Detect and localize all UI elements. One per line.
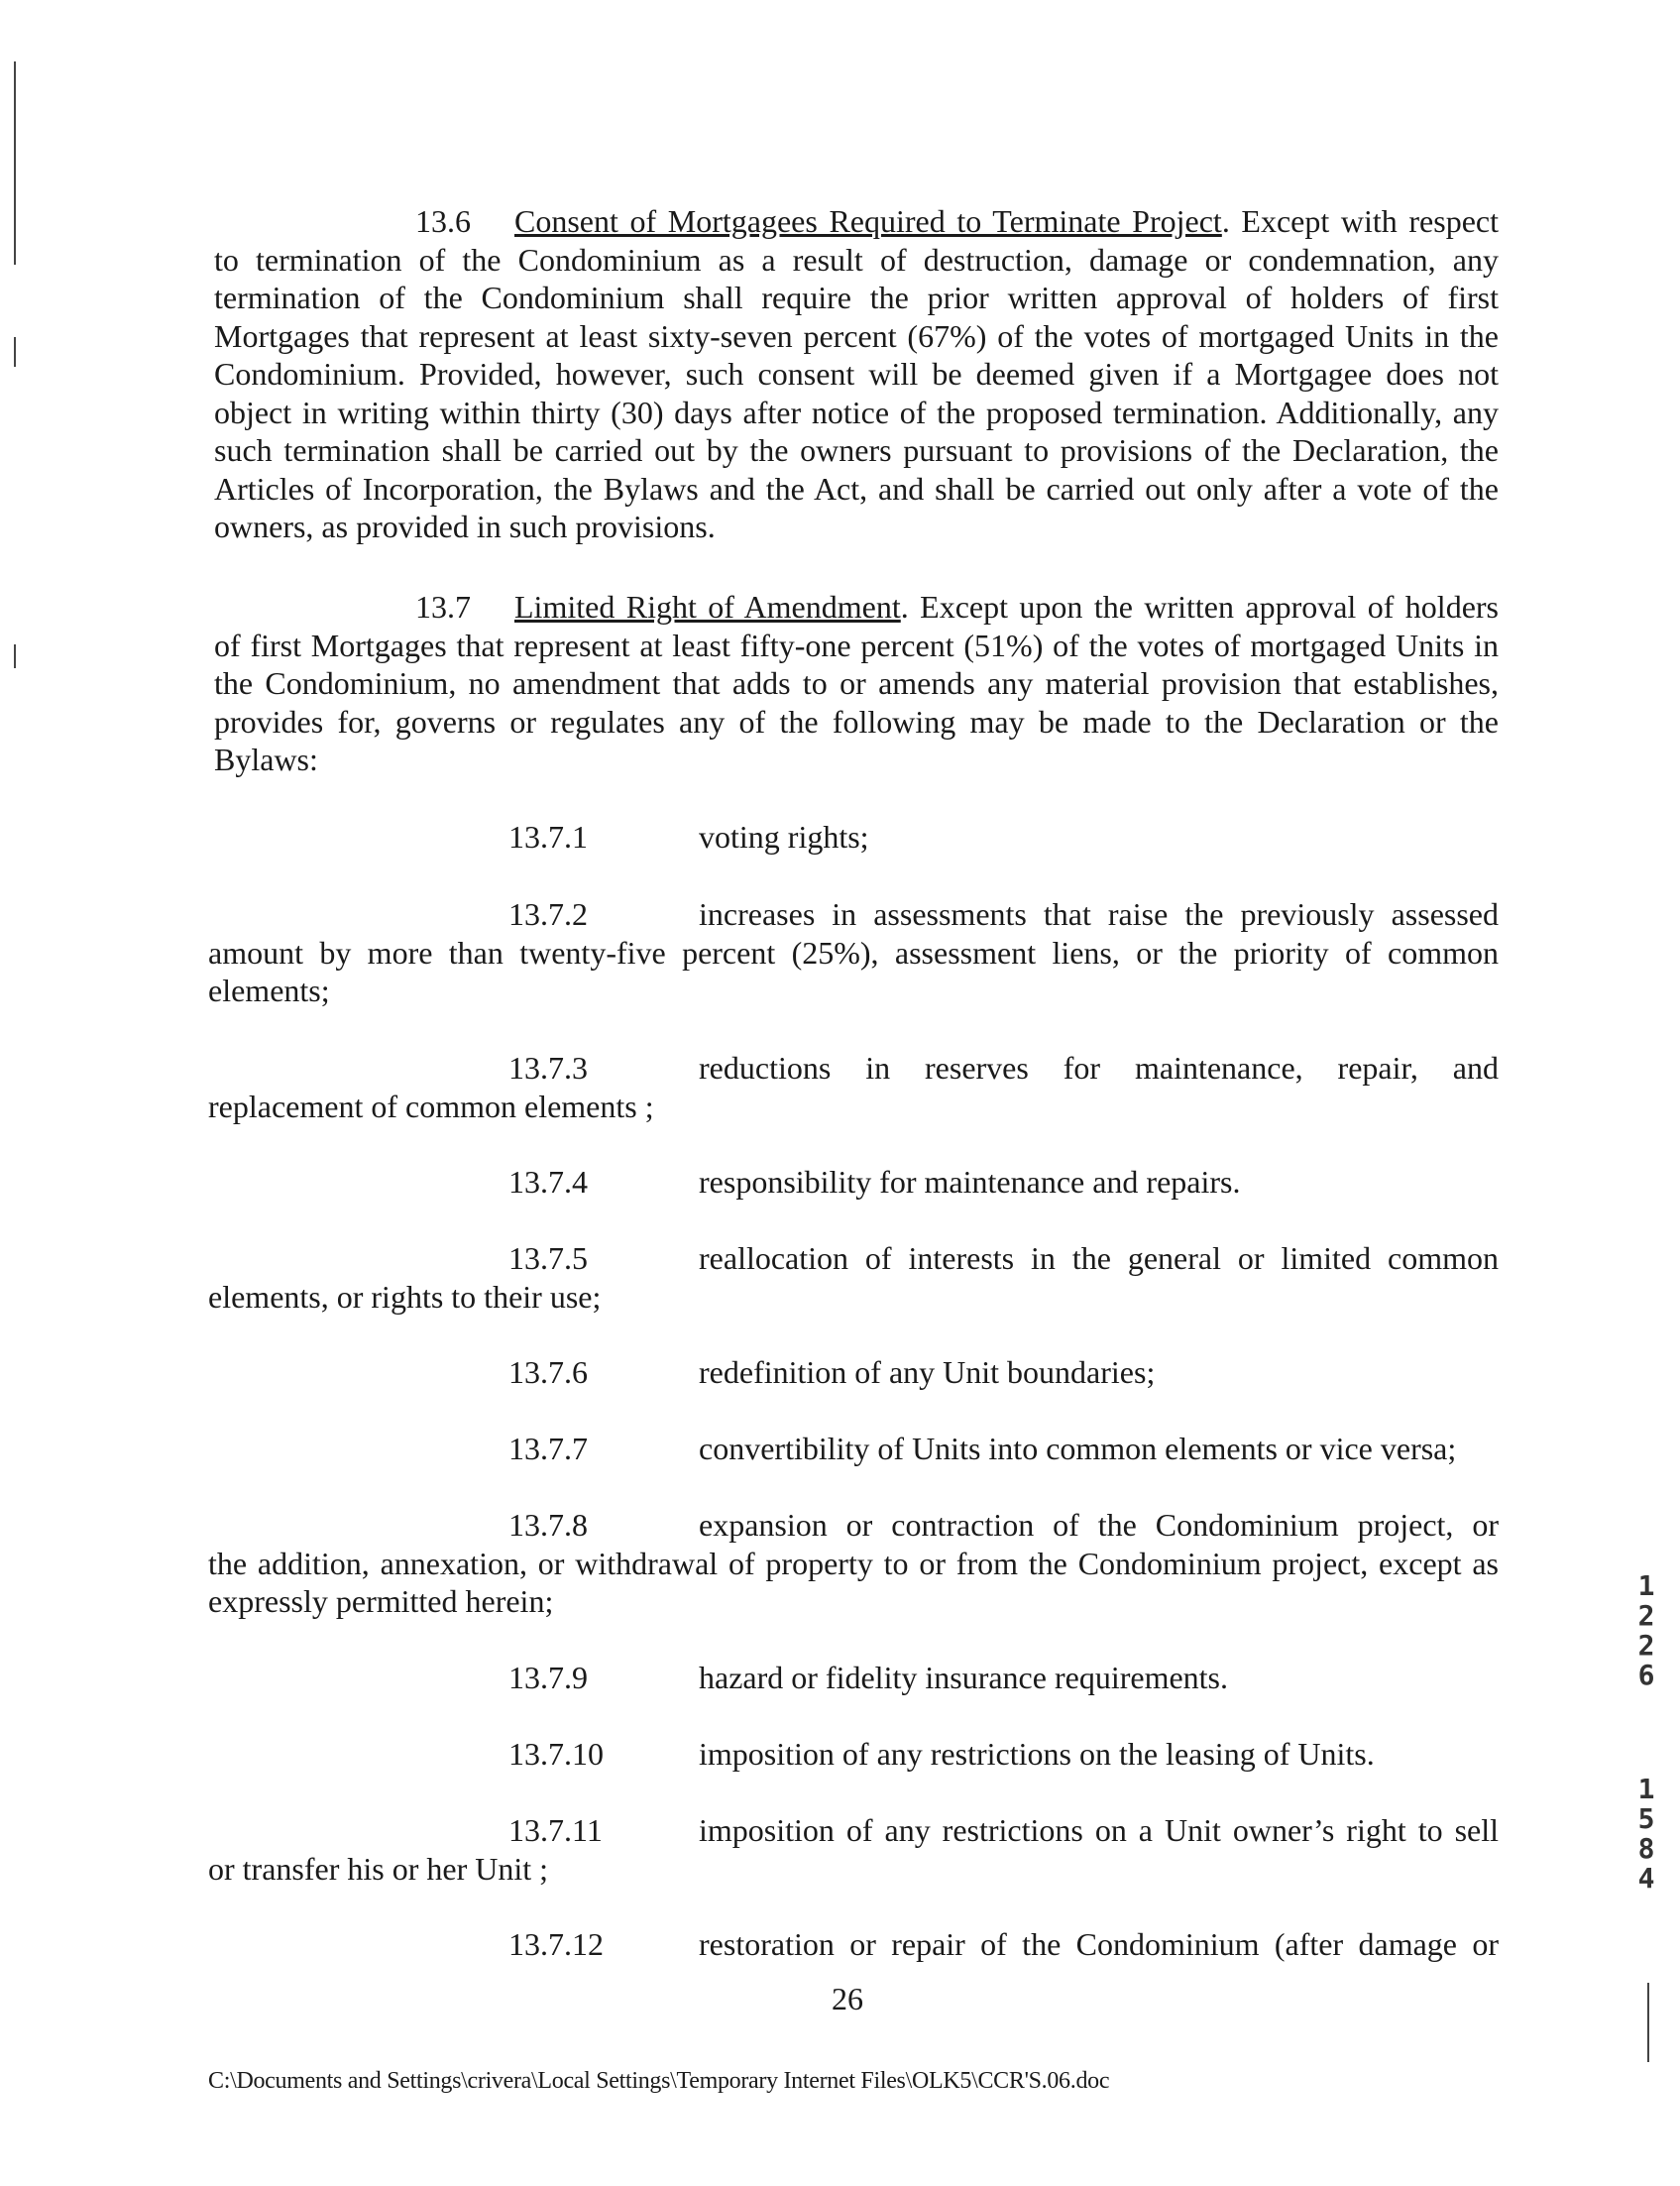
item-text: hazard or fidelity insurance requirements. [699, 1660, 1228, 1695]
item-continuation: replacement of common elements ; [208, 1088, 654, 1124]
item-number: 13.7.8 [508, 1507, 588, 1543]
item-continuation: elements, or rights to their use; [208, 1278, 602, 1315]
scan-mark-left-1 [14, 61, 16, 265]
item-number: 13.7.2 [508, 896, 588, 932]
section-13-6-number: 13.6 [415, 203, 471, 239]
stamp-digit: 6 [1637, 1659, 1655, 1691]
item-text: increases in assessments that raise the previously assessed [699, 896, 1499, 932]
section-13-7 [214, 588, 1499, 779]
scan-mark-right-1 [1647, 1983, 1649, 2062]
item-number: 13.7.9 [508, 1660, 588, 1695]
list-item [208, 1353, 1499, 1392]
section-13-6-body: . Except with respect to termination of the Condominium as a result of destruction, damage or condemnation, any termination of the Condominium shall require the prior written approval of holders of first Mortgages that represent at least sixty-seven percent (67%) of the votes of mortgaged Units in the Condominium. Provided, however, such consent will be deemed given if a Mortgagee does not object in writing within thirty (30) days after notice of the proposed termination. Additionally, any such termination shall be carried out by the owners pursuant to provisions of the Declaration, the Articles of Incorporation, the Bylaws and the Act, and shall be carried out only after a vote of the owners, as provided in such provisions. [214, 203, 1500, 544]
stamp-digit: 2 [1637, 1629, 1655, 1662]
item-continuation: the addition, annexation, or withdrawal of property to or from the Condominium project, except as expressly permitted herein; [208, 1545, 1499, 1619]
list-item [208, 1506, 1499, 1621]
item-text: reallocation of interests in the general or limited common [699, 1240, 1499, 1276]
list-item [208, 1049, 1499, 1125]
recording-stamp-2 [1631, 1775, 1661, 1894]
stamp-digit: 8 [1637, 1832, 1655, 1865]
item-number: 13.7.4 [508, 1164, 588, 1200]
item-number: 13.7.6 [508, 1354, 588, 1390]
list-item [208, 1735, 1499, 1774]
item-text: convertibility of Units into common elements or vice versa; [699, 1431, 1457, 1466]
footer-file-path: C:\Documents and Settings\crivera\Local Settings\Temporary Internet Files\OLK5\CCR'S.06.doc [208, 2068, 1110, 2094]
item-text: reductions in reserves for maintenance, repair, and [699, 1050, 1499, 1086]
list-item [208, 818, 1499, 857]
item-number: 13.7.7 [508, 1431, 588, 1466]
item-continuation: amount by more than twenty-five percent (25%), assessment liens, or the priority of common elements; [208, 934, 1499, 1008]
item-text: imposition of any restrictions on a Unit owner’s right to sell [699, 1812, 1499, 1848]
item-text: redefinition of any Unit boundaries; [699, 1354, 1156, 1390]
scan-mark-left-3 [14, 644, 16, 668]
section-13-6 [214, 202, 1499, 546]
list-item [208, 1163, 1499, 1202]
item-number: 13.7.12 [508, 1926, 604, 1962]
item-number: 13.7.3 [508, 1050, 588, 1086]
item-number: 13.7.5 [508, 1240, 588, 1276]
item-continuation: or transfer his or her Unit ; [208, 1850, 549, 1887]
list-item [208, 1239, 1499, 1316]
section-13-6-heading: Consent of Mortgagees Required to Terminate Project [514, 203, 1222, 239]
item-text: responsibility for maintenance and repairs. [699, 1164, 1241, 1200]
item-number: 13.7.1 [508, 819, 588, 855]
recording-stamp [1631, 1571, 1661, 1690]
section-13-7-heading: Limited Right of Amendment [514, 589, 901, 625]
section-13-7-body: . Except upon the written approval of holders of first Mortgages that represent at least fifty-one percent (51%) of the votes of mortgaged Units in the Condominium, no amendment that adds to or amends any material provision that establishes, provides for, governs or regulates any of the following may be made to the Declaration or the Bylaws: [214, 589, 1500, 777]
stamp-digit: 5 [1637, 1802, 1655, 1835]
list-item [208, 1925, 1499, 1964]
item-number: 13.7.10 [508, 1736, 604, 1772]
stamp-digit: 4 [1637, 1862, 1655, 1895]
scan-mark-left-2 [14, 337, 16, 367]
stamp-digit: 1 [1637, 1773, 1655, 1805]
stamp-digit: 1 [1637, 1569, 1655, 1602]
stamp-digit: 2 [1637, 1599, 1655, 1632]
item-text: expansion or contraction of the Condominium project, or [699, 1507, 1499, 1543]
item-text: imposition of any restrictions on the leasing of Units. [699, 1736, 1375, 1772]
list-item [208, 1811, 1499, 1888]
list-item [208, 1430, 1499, 1468]
item-number: 13.7.11 [508, 1812, 603, 1848]
list-item [208, 1659, 1499, 1697]
page-number: 26 [832, 1981, 863, 2016]
item-text: voting rights; [699, 819, 869, 855]
list-item [208, 895, 1499, 1010]
item-text: restoration or repair of the Condominium (after damage or [699, 1926, 1499, 1962]
section-13-7-number: 13.7 [415, 589, 471, 625]
